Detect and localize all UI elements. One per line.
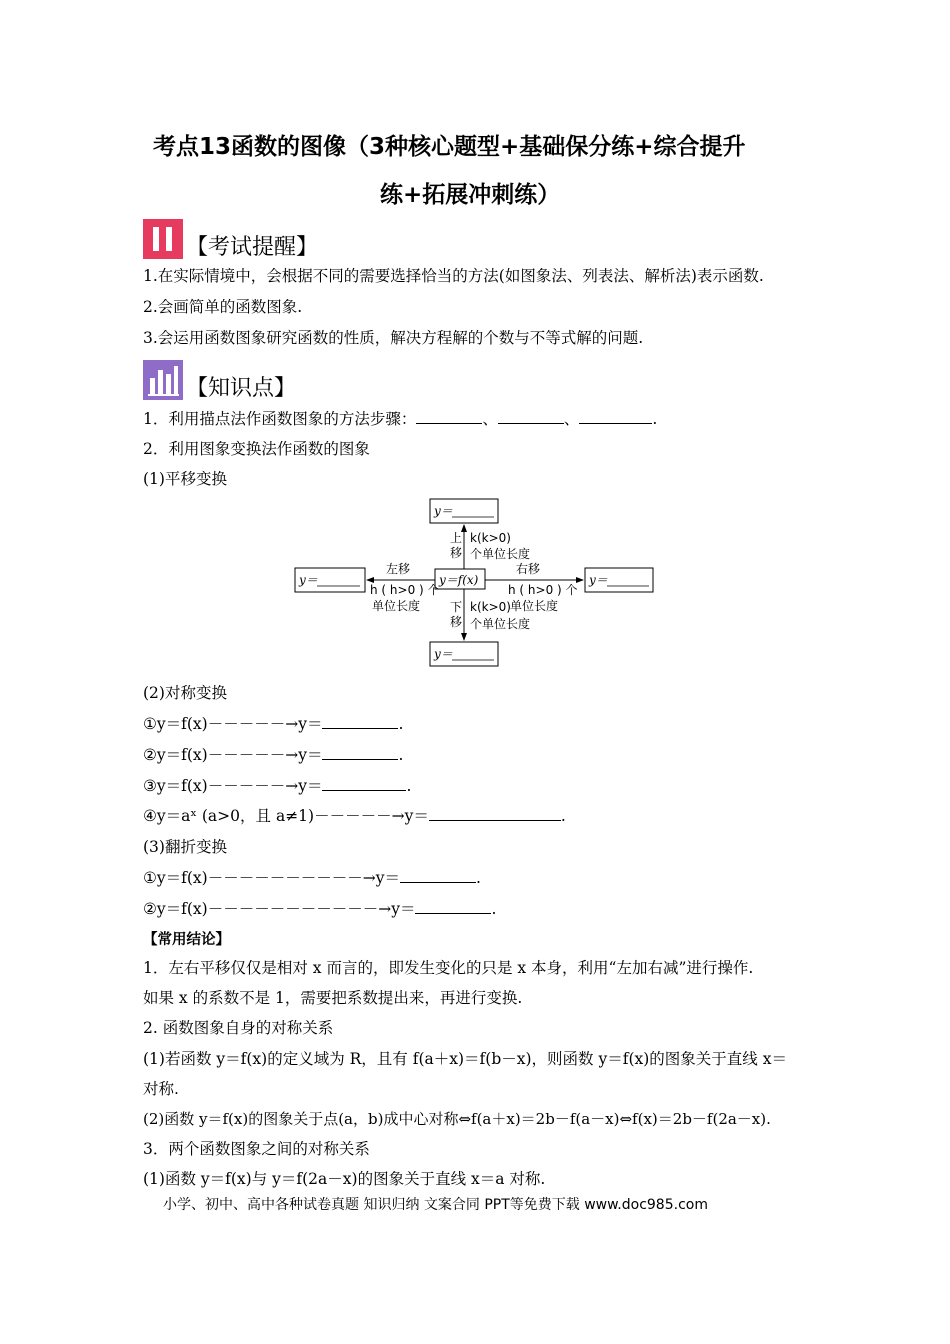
bottom-box-label: y＝	[434, 647, 453, 661]
symmetry-row-1	[143, 714, 403, 734]
conclusion-p2: 2. 函数图象自身的对称关系	[143, 1019, 334, 1037]
blank-line	[429, 806, 561, 821]
right-label: 右移	[516, 562, 541, 576]
top-box-label: y＝	[434, 504, 453, 518]
exam-heading: 【考试提醒】	[186, 235, 319, 260]
left-box-label: y＝	[299, 573, 318, 587]
blank-line	[415, 899, 491, 914]
exam-item-3: 3.会运用函数图象研究函数的性质，解决方程解的个数与不等式解的问题.	[143, 329, 644, 347]
right-note-1: h ( h>0 ) 个	[508, 583, 578, 597]
blank-line	[322, 745, 398, 760]
separator: 、	[563, 410, 580, 428]
symmetry-row-2-text: ②y＝f(x)－－－－－→y＝	[143, 746, 323, 764]
conclusion-p1b: 如果 x 的系数不是 1，需要把系数提出来，再进行变换.	[143, 989, 523, 1007]
blank-line	[579, 409, 652, 424]
fold-row-2	[143, 899, 496, 919]
fold-row-2-text: ②y＝f(x)－－－－－－－－－－－→y＝	[143, 900, 416, 918]
right-box-label: y＝	[589, 573, 608, 587]
conclusion-p1a: 1．左右平移仅仅是相对 x 而言的，即发生变化的只是 x 本身，利用“左加右减”进行操作.	[143, 959, 754, 977]
pause-icon	[143, 219, 183, 259]
symmetry-row-4	[143, 806, 566, 826]
period: .	[398, 746, 404, 764]
symmetry-row-1-text: ①y＝f(x)－－－－－→y＝	[143, 715, 323, 733]
center-box-label: y＝f(x)	[439, 573, 479, 587]
translation-subheading: (1)平移变换	[143, 470, 227, 488]
up-note-2: 个单位长度	[470, 547, 531, 561]
conclusion-p2b: (2)函数 y＝f(x)的图象关于点(a，b)成中心对称⇔f(a＋x)＝2b－f(a－x)⇔f(x)＝2b－f(2a－x).	[143, 1110, 771, 1128]
period: .	[475, 869, 481, 887]
down-note-1: k(k>0)	[470, 600, 511, 614]
period: .	[398, 715, 404, 733]
down-label-2: 移	[450, 615, 463, 629]
symmetry-row-3	[143, 776, 411, 796]
up-note-1: k(k>0)	[470, 531, 511, 545]
blank-line	[322, 714, 398, 729]
blank-line	[498, 409, 564, 424]
bar-chart-icon	[143, 360, 183, 400]
left-note-2: 单位长度	[372, 599, 421, 613]
up-label-2: 移	[450, 546, 463, 560]
page-title-line2: 练+拓展冲刺练）	[380, 182, 561, 208]
conclusion-p3: 3．两个函数图象之间的对称关系	[143, 1140, 370, 1158]
exam-item-1: 1.在实际情境中，会根据不同的需要选择恰当的方法(如图象法、列表法、解析法)表示函数.	[143, 267, 764, 285]
period: .	[406, 777, 412, 795]
conclusion-p2a: (1)若函数 y＝f(x)的定义域为 R，且有 f(a＋x)＝f(b－x)，则函数 y＝f(x)的图象关于直线 x＝	[143, 1050, 787, 1068]
page-footer: 小学、初中、高中各种试卷真题 知识归纳 文案合同 PPT等免费下载 www.doc985.com	[163, 1197, 708, 1213]
symmetry-row-4-text: ④y＝aˣ (a>0，且 a≠1)－－－－－→y＝	[143, 807, 429, 825]
left-label: 左移	[386, 562, 411, 576]
knowledge-heading: 【知识点】	[186, 376, 297, 401]
exam-item-2: 2.会画简单的函数图象.	[143, 298, 303, 316]
left-note-1: h ( h>0 ) 个	[370, 583, 440, 597]
page-title-line1: 考点13函数的图像（3种核心题型+基础保分练+综合提升	[153, 134, 746, 160]
blank-line	[400, 868, 476, 883]
symmetry-subheading: (2)对称变换	[143, 684, 227, 702]
period: .	[491, 900, 497, 918]
fold-row-1	[143, 868, 481, 888]
up-label-1: 上	[450, 531, 463, 545]
conclusion-p3a: (1)函数 y＝f(x)与 y＝f(2a－x)的图象关于直线 x＝a 对称.	[143, 1170, 546, 1188]
separator: 、	[482, 410, 498, 428]
conclusion-p2a-cont: 对称.	[143, 1080, 179, 1098]
knowledge-item-1-text: 1．利用描点法作函数图象的方法步骤：	[143, 410, 417, 428]
right-note-2: 单位长度	[510, 599, 559, 613]
period: .	[652, 410, 658, 428]
blank-line	[322, 776, 406, 791]
conclusion-heading: 【常用结论】	[143, 932, 230, 948]
symmetry-row-2	[143, 745, 403, 765]
down-label-1: 下	[450, 600, 463, 614]
down-note-2: 个单位长度	[470, 617, 531, 631]
translation-diagram	[290, 494, 660, 672]
knowledge-item-2: 2．利用图象变换法作函数的图象	[143, 440, 370, 458]
fold-subheading: (3)翻折变换	[143, 838, 227, 856]
symmetry-row-3-text: ③y＝f(x)－－－－－→y＝	[143, 777, 323, 795]
blank-line	[416, 409, 482, 424]
fold-row-1-text: ①y＝f(x)－－－－－－－－－－→y＝	[143, 869, 400, 887]
knowledge-item-1	[143, 409, 657, 429]
period: .	[560, 807, 566, 825]
